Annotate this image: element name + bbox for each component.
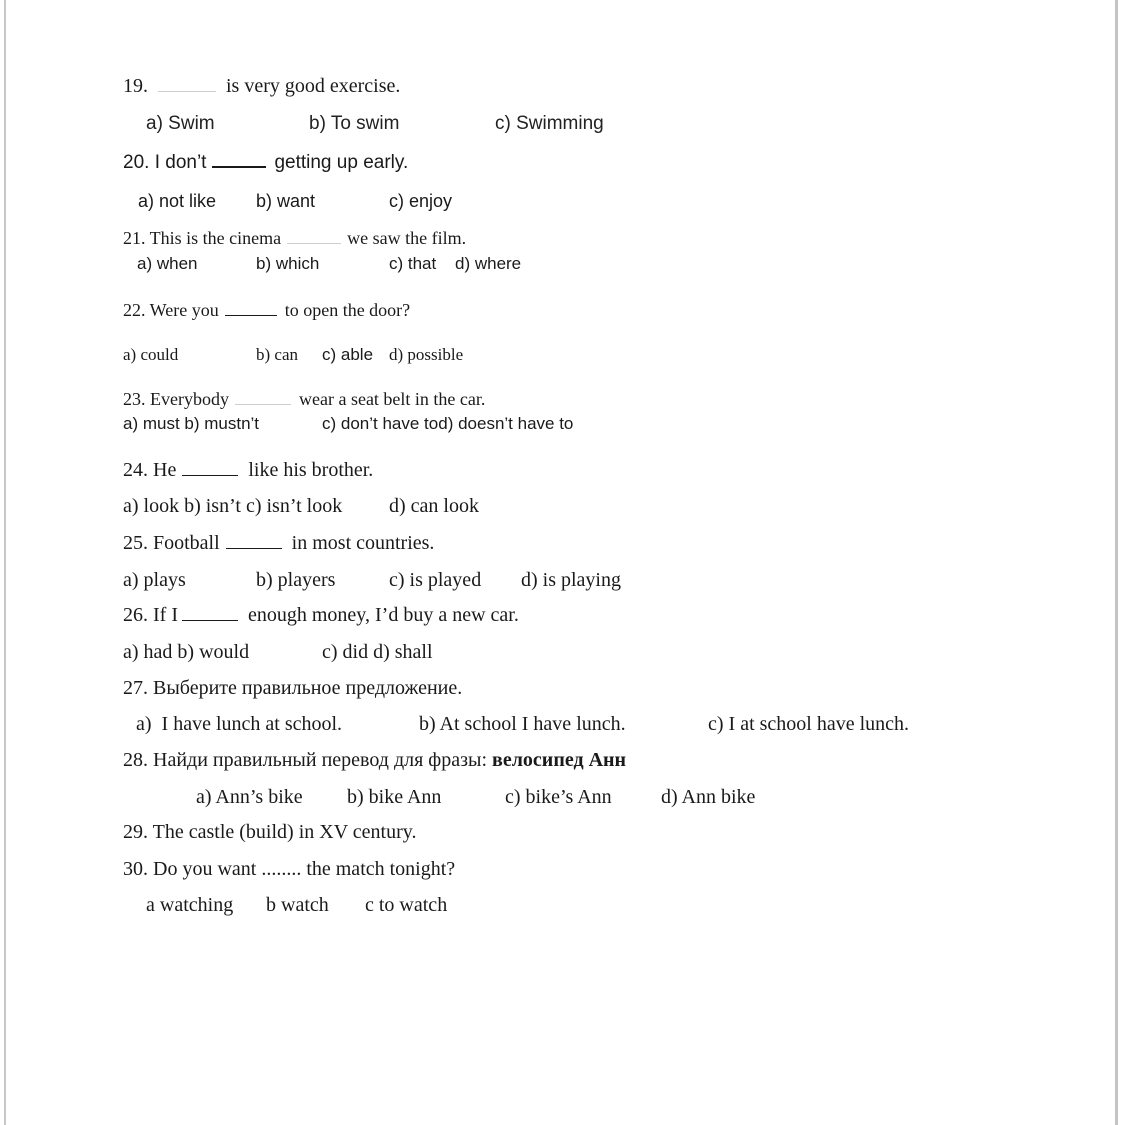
question-22	[123, 301, 410, 319]
option-23-cd: c) don’t have tod) doesn’t have to	[322, 414, 574, 433]
option-22-a: a) could	[123, 345, 179, 364]
question-23-text: wear a seat belt in the car.	[298, 389, 486, 409]
question-24-number: 24. He	[123, 459, 177, 481]
option-25-a: a) plays	[123, 569, 186, 591]
question-25-number: 25. Football	[123, 532, 220, 554]
option-20-b: b) want	[256, 191, 316, 211]
question-20-text: getting up early.	[274, 152, 409, 173]
option-21-d: d) where	[455, 254, 522, 273]
question-28	[123, 750, 626, 770]
option-25-d: d) is playing	[521, 569, 621, 591]
question-25	[123, 533, 434, 553]
option-27-c: c) I at school have lunch.	[708, 713, 910, 735]
question-24	[123, 460, 373, 480]
answer-blank	[287, 242, 341, 244]
question-21-number: 21. This is the cinema	[123, 228, 282, 248]
option-30-a: a watching	[146, 894, 234, 916]
option-21-c: c) that	[389, 254, 437, 273]
option-27-a: a) I have lunch at school.	[136, 713, 343, 735]
question-26-number: 26. If I	[123, 604, 178, 626]
answer-blank	[212, 165, 266, 168]
option-20-c: c) enjoy	[389, 191, 453, 211]
question-23-number: 23. Everybody	[123, 389, 229, 409]
option-30-c: c to watch	[365, 894, 448, 916]
answer-blank	[226, 547, 282, 549]
question-30: 30. Do you want ........ the match tonight?	[123, 858, 456, 880]
answer-blank	[182, 474, 238, 476]
option-25-c: c) is played	[389, 569, 482, 591]
question-25-text: in most countries.	[291, 532, 435, 554]
option-30-b: b watch	[266, 894, 329, 916]
option-22-b: b) can	[256, 345, 299, 364]
question-26-text: enough money, I’d buy a new car.	[247, 604, 519, 626]
question-21-text: we saw the film.	[347, 228, 467, 248]
question-27: 27. Выберите правильное предложение.	[123, 677, 463, 699]
answer-blank	[225, 314, 277, 316]
option-22-d: d) possible	[389, 345, 464, 364]
answer-blank	[235, 403, 291, 405]
option-22-c: c) able	[322, 345, 374, 364]
question-22-text: to open the door?	[284, 300, 411, 320]
option-24-d: d) can look	[389, 495, 479, 517]
question-28-phrase: велосипед Анн	[492, 749, 627, 771]
option-20-a: a) not like	[138, 191, 217, 211]
option-21-b: b) which	[256, 254, 320, 273]
option-26-ab: a) had b) would	[123, 641, 250, 663]
option-26-cd: c) did d) shall	[322, 641, 433, 663]
question-24-text: like his brother.	[248, 459, 374, 481]
question-19	[123, 76, 400, 96]
option-28-a: a) Ann’s bike	[196, 786, 303, 808]
question-20	[123, 153, 408, 172]
question-28-text: 28. Найди правильный перевод для фразы:	[123, 749, 488, 771]
option-21-a: a) when	[137, 254, 198, 273]
question-19-text: is very good exercise.	[226, 75, 401, 97]
answer-blank	[182, 619, 238, 621]
question-26	[123, 605, 519, 625]
option-19-b: b) To swim	[309, 113, 400, 134]
question-21	[123, 229, 466, 247]
question-20-number: 20. I don’t	[123, 152, 207, 173]
option-27-b: b) At school I have lunch.	[419, 713, 626, 735]
question-23	[123, 390, 485, 408]
option-19-a: a) Swim	[146, 113, 215, 134]
option-24-abc: a) look b) isn’t c) isn’t look	[123, 495, 343, 517]
question-19-number: 19.	[123, 75, 148, 97]
option-28-d: d) Ann bike	[661, 786, 756, 808]
question-29: 29. The castle (build) in XV century.	[123, 821, 417, 843]
option-28-b: b) bike Ann	[347, 786, 442, 808]
option-28-c: c) bike’s Ann	[505, 786, 612, 808]
option-19-c: c) Swimming	[495, 113, 604, 134]
option-23-ab: a) must b) mustn’t	[123, 414, 260, 433]
option-25-b: b) players	[256, 569, 336, 591]
question-22-number: 22. Were you	[123, 300, 219, 320]
answer-blank	[158, 90, 216, 92]
